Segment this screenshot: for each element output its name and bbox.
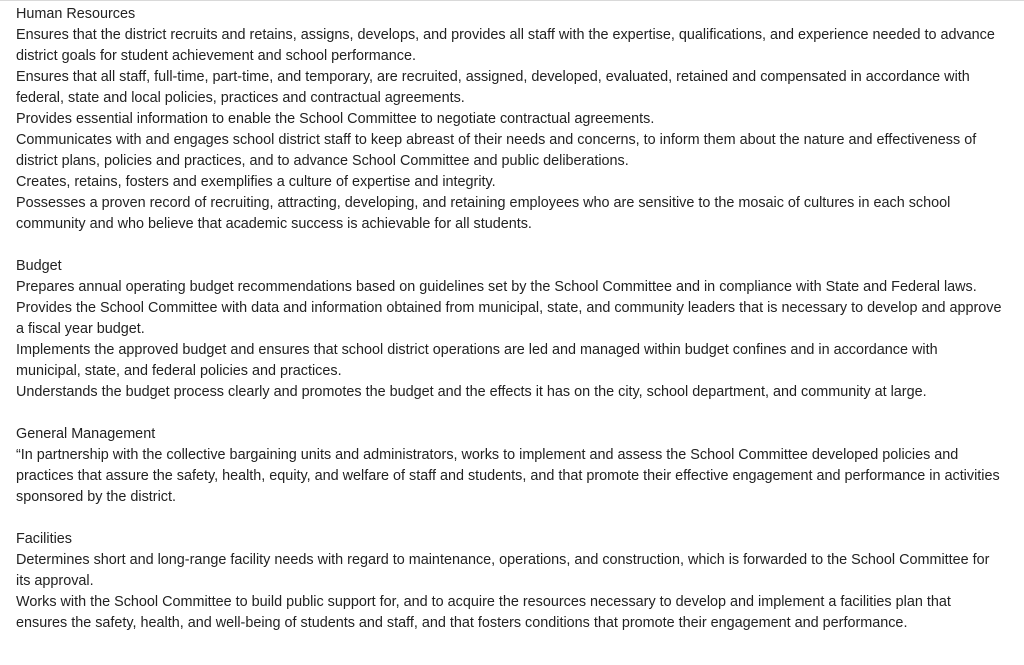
paragraph: Provides the School Committee with data and information obtained from municipal, state, and community leaders that is necessary to develop and approve a fiscal year budget. xyxy=(16,300,1002,337)
paragraph: Works with the School Committee to build public support for, and to acquire the resources necessary to develop and implement a facilities plan that ensures the safety, health, and well-being of students and staff, and that fosters conditions that promote their engagement and performance. xyxy=(16,594,951,631)
section-budget xyxy=(16,256,1006,403)
paragraph: “In partnership with the collective bargaining units and administrators, works to implement and assess the School Committee developed policies and practices that assure the safety, health, equity, and welfare of staff and students, and that promote their effective engagement and performance in activities sponsored by the district. xyxy=(16,447,1000,505)
paragraph: Implements the approved budget and ensures that school district operations are led and managed within budget confines and in accordance with municipal, state, and federal policies and practices. xyxy=(16,342,938,379)
section-human-resources xyxy=(16,4,1006,235)
paragraph: Creates, retains, fosters and exemplifies a culture of expertise and integrity. xyxy=(16,174,496,190)
section-general-management xyxy=(16,424,1006,508)
paragraph: Understands the budget process clearly and promotes the budget and the effects it has on the city, school department, and community at large. xyxy=(16,384,927,400)
section-title: Budget xyxy=(16,258,62,274)
paragraph: Possesses a proven record of recruiting, attracting, developing, and retaining employees who are sensitive to the mosaic of cultures in each school community and who believe that academic success is achievable for all students. xyxy=(16,195,951,232)
section-title: General Management xyxy=(16,426,156,442)
section-facilities xyxy=(16,529,1006,634)
paragraph: Communicates with and engages school district staff to keep abreast of their needs and concerns, to inform them about the nature and effectiveness of district plans, policies and practices, and to advance School Committee and public deliberations. xyxy=(16,132,977,169)
paragraph: Prepares annual operating budget recommendations based on guidelines set by the School Committee and in compliance with State and Federal laws. xyxy=(16,279,977,295)
section-title: Facilities xyxy=(16,531,72,547)
section-title: Human Resources xyxy=(16,6,136,22)
document-content xyxy=(16,4,1006,655)
paragraph: Determines short and long-range facility needs with regard to maintenance, operations, and construction, which is forwarded to the School Committee for its approval. xyxy=(16,552,990,589)
paragraph: Ensures that the district recruits and retains, assigns, develops, and provides all staff with the expertise, qualifications, and experience needed to advance district goals for student achievement and school performance. xyxy=(16,27,995,64)
paragraph: Ensures that all staff, full-time, part-time, and temporary, are recruited, assigned, developed, evaluated, retained and compensated in accordance with federal, state and local policies, practices and contractual agreements. xyxy=(16,69,970,106)
paragraph: Provides essential information to enable the School Committee to negotiate contractual agreements. xyxy=(16,111,655,127)
